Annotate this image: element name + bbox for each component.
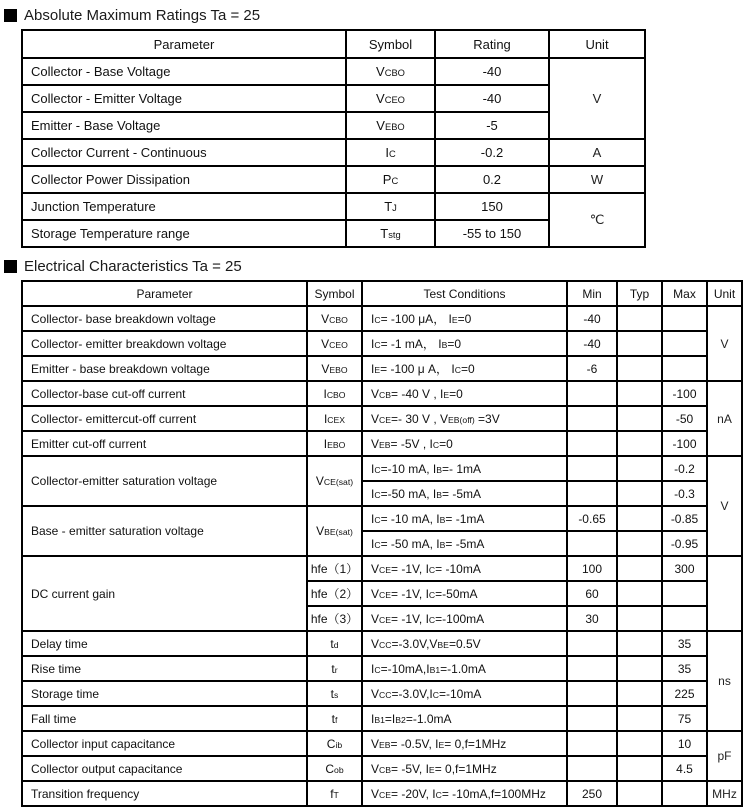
symbol-cell: VCBO bbox=[346, 58, 435, 85]
section-bullet-icon bbox=[4, 260, 17, 273]
parameter-cell: Collector-base cut-off current bbox=[22, 381, 307, 406]
column-header: Unit bbox=[707, 281, 742, 306]
max-cell: -50 bbox=[662, 406, 707, 431]
parameter-cell: Emitter - base breakdown voltage bbox=[22, 356, 307, 381]
min-cell bbox=[567, 531, 617, 556]
typ-cell bbox=[617, 731, 662, 756]
symbol-cell: td bbox=[307, 631, 362, 656]
column-header: Parameter bbox=[22, 30, 346, 58]
typ-cell bbox=[617, 306, 662, 331]
table-row bbox=[22, 731, 742, 756]
section-title-text: Absolute Maximum Ratings Ta = 25 bbox=[24, 7, 261, 24]
conditions-cell: VCE= -20V, IC= -10mA,f=100MHz bbox=[362, 781, 567, 806]
typ-cell bbox=[617, 381, 662, 406]
table-row bbox=[22, 406, 742, 431]
conditions-cell: VCB= -5V, IE= 0,f=1MHz bbox=[362, 756, 567, 781]
conditions-cell: VCE= -1V, IC= -10mA bbox=[362, 556, 567, 581]
column-header: Parameter bbox=[22, 281, 307, 306]
conditions-cell: VCC=-3.0V,IC=-10mA bbox=[362, 681, 567, 706]
parameter-cell: Junction Temperature bbox=[22, 193, 346, 220]
parameter-cell: Storage Temperature range bbox=[22, 220, 346, 247]
parameter-cell: Emitter - Base Voltage bbox=[22, 112, 346, 139]
symbol-cell: hfe（1） bbox=[307, 556, 362, 581]
unit-cell: A bbox=[549, 139, 645, 166]
typ-cell bbox=[617, 581, 662, 606]
unit-cell: W bbox=[549, 166, 645, 193]
table-row bbox=[22, 781, 742, 806]
column-header: Unit bbox=[549, 30, 645, 58]
min-cell bbox=[567, 731, 617, 756]
parameter-cell: Storage time bbox=[22, 681, 307, 706]
max-cell: -0.85 bbox=[662, 506, 707, 531]
max-cell bbox=[662, 306, 707, 331]
typ-cell bbox=[617, 706, 662, 731]
min-cell: -40 bbox=[567, 306, 617, 331]
parameter-cell: Delay time bbox=[22, 631, 307, 656]
min-cell bbox=[567, 456, 617, 481]
symbol-cell: tf bbox=[307, 706, 362, 731]
symbol-cell: hfe（2） bbox=[307, 581, 362, 606]
min-cell bbox=[567, 756, 617, 781]
symbol-cell: tr bbox=[307, 656, 362, 681]
typ-cell bbox=[617, 431, 662, 456]
symbol-cell: VCBO bbox=[307, 306, 362, 331]
parameter-cell: Collector- emitter breakdown voltage bbox=[22, 331, 307, 356]
table-row bbox=[22, 166, 645, 193]
unit-cell: V bbox=[707, 306, 742, 381]
table-row bbox=[22, 431, 742, 456]
abs-max-section-title bbox=[4, 7, 752, 24]
rating-cell: -0.2 bbox=[435, 139, 549, 166]
table-row bbox=[22, 193, 645, 220]
parameter-cell: Collector input capacitance bbox=[22, 731, 307, 756]
typ-cell bbox=[617, 406, 662, 431]
min-cell bbox=[567, 681, 617, 706]
table-row bbox=[22, 58, 645, 85]
conditions-cell: IC=-50 mA, IB= -5mA bbox=[362, 481, 567, 506]
symbol-cell: IEBO bbox=[307, 431, 362, 456]
conditions-cell: IC= -1 mA， IB=0 bbox=[362, 331, 567, 356]
typ-cell bbox=[617, 456, 662, 481]
conditions-cell: VCE= -1V, IC=-100mA bbox=[362, 606, 567, 631]
rating-cell: 0.2 bbox=[435, 166, 549, 193]
symbol-cell: fT bbox=[307, 781, 362, 806]
typ-cell bbox=[617, 631, 662, 656]
typ-cell bbox=[617, 531, 662, 556]
table-row bbox=[22, 456, 742, 481]
table-header-row bbox=[22, 30, 645, 58]
rating-cell: -40 bbox=[435, 58, 549, 85]
rating-cell: -5 bbox=[435, 112, 549, 139]
typ-cell bbox=[617, 506, 662, 531]
max-cell: 35 bbox=[662, 656, 707, 681]
conditions-cell: VEB= -0.5V, IE= 0,f=1MHz bbox=[362, 731, 567, 756]
typ-cell bbox=[617, 781, 662, 806]
max-cell bbox=[662, 356, 707, 381]
column-header: Symbol bbox=[346, 30, 435, 58]
table-row bbox=[22, 331, 742, 356]
table-row bbox=[22, 706, 742, 731]
min-cell bbox=[567, 631, 617, 656]
parameter-cell: Fall time bbox=[22, 706, 307, 731]
table-row bbox=[22, 139, 645, 166]
conditions-cell: IE= -100 μ A， IC=0 bbox=[362, 356, 567, 381]
symbol-cell: Cib bbox=[307, 731, 362, 756]
min-cell bbox=[567, 481, 617, 506]
unit-cell bbox=[707, 556, 742, 631]
symbol-cell: VEBO bbox=[346, 112, 435, 139]
max-cell: -100 bbox=[662, 381, 707, 406]
electrical-characteristics-table bbox=[21, 280, 743, 807]
max-cell: 4.5 bbox=[662, 756, 707, 781]
unit-cell: V bbox=[707, 456, 742, 556]
max-cell: 10 bbox=[662, 731, 707, 756]
max-cell bbox=[662, 581, 707, 606]
rating-cell: 150 bbox=[435, 193, 549, 220]
min-cell: 250 bbox=[567, 781, 617, 806]
typ-cell bbox=[617, 356, 662, 381]
conditions-cell: IC=-10 mA, IB=- 1mA bbox=[362, 456, 567, 481]
conditions-cell: IB1=IB2=-1.0mA bbox=[362, 706, 567, 731]
max-cell: -0.95 bbox=[662, 531, 707, 556]
table-row bbox=[22, 356, 742, 381]
symbol-cell: hfe（3） bbox=[307, 606, 362, 631]
min-cell: 30 bbox=[567, 606, 617, 631]
max-cell bbox=[662, 331, 707, 356]
parameter-cell: Emitter cut-off current bbox=[22, 431, 307, 456]
unit-cell: ℃ bbox=[549, 193, 645, 247]
min-cell: -6 bbox=[567, 356, 617, 381]
min-cell: -0.65 bbox=[567, 506, 617, 531]
typ-cell bbox=[617, 481, 662, 506]
max-cell: -0.2 bbox=[662, 456, 707, 481]
rating-cell: -40 bbox=[435, 85, 549, 112]
parameter-cell: Collector- base breakdown voltage bbox=[22, 306, 307, 331]
parameter-cell: DC current gain bbox=[22, 556, 307, 631]
section-title-text: Electrical Characteristics Ta = 25 bbox=[24, 258, 242, 275]
column-header: Min bbox=[567, 281, 617, 306]
elec-char-section-title bbox=[4, 258, 752, 275]
table-row bbox=[22, 306, 742, 331]
unit-cell: MHz bbox=[707, 781, 742, 806]
conditions-cell: IC= -100 μA， IE=0 bbox=[362, 306, 567, 331]
table-row bbox=[22, 756, 742, 781]
min-cell: 100 bbox=[567, 556, 617, 581]
conditions-cell: VCB= -40 V , IE=0 bbox=[362, 381, 567, 406]
symbol-cell: IC bbox=[346, 139, 435, 166]
table-row bbox=[22, 556, 742, 581]
parameter-cell: Base - emitter saturation voltage bbox=[22, 506, 307, 556]
conditions-cell: IC= -50 mA, IB= -5mA bbox=[362, 531, 567, 556]
max-cell: 225 bbox=[662, 681, 707, 706]
conditions-cell: VEB= -5V , IC=0 bbox=[362, 431, 567, 456]
min-cell bbox=[567, 431, 617, 456]
min-cell: 60 bbox=[567, 581, 617, 606]
unit-cell: ns bbox=[707, 631, 742, 731]
typ-cell bbox=[617, 331, 662, 356]
symbol-cell: Cob bbox=[307, 756, 362, 781]
parameter-cell: Collector output capacitance bbox=[22, 756, 307, 781]
unit-cell: V bbox=[549, 58, 645, 139]
table-header-row bbox=[22, 281, 742, 306]
parameter-cell: Rise time bbox=[22, 656, 307, 681]
max-cell: 75 bbox=[662, 706, 707, 731]
table-row bbox=[22, 656, 742, 681]
min-cell bbox=[567, 406, 617, 431]
conditions-cell: VCE=- 30 V , VEB(off) =3V bbox=[362, 406, 567, 431]
conditions-cell: VCC=-3.0V,VBE=0.5V bbox=[362, 631, 567, 656]
typ-cell bbox=[617, 756, 662, 781]
table-row bbox=[22, 631, 742, 656]
unit-cell: pF bbox=[707, 731, 742, 781]
parameter-cell: Collector-emitter saturation voltage bbox=[22, 456, 307, 506]
section-bullet-icon bbox=[4, 9, 17, 22]
absolute-maximum-ratings-table bbox=[21, 29, 646, 248]
table-row bbox=[22, 681, 742, 706]
min-cell bbox=[567, 381, 617, 406]
unit-cell: nA bbox=[707, 381, 742, 456]
conditions-cell: IC=-10mA,IB1=-1.0mA bbox=[362, 656, 567, 681]
parameter-cell: Collector - Base Voltage bbox=[22, 58, 346, 85]
min-cell bbox=[567, 706, 617, 731]
table-row bbox=[22, 506, 742, 531]
typ-cell bbox=[617, 681, 662, 706]
conditions-cell: IC= -10 mA, IB= -1mA bbox=[362, 506, 567, 531]
symbol-cell: ICBO bbox=[307, 381, 362, 406]
typ-cell bbox=[617, 556, 662, 581]
table-row bbox=[22, 381, 742, 406]
min-cell bbox=[567, 656, 617, 681]
column-header: Typ bbox=[617, 281, 662, 306]
typ-cell bbox=[617, 606, 662, 631]
symbol-cell: VCE(sat) bbox=[307, 456, 362, 506]
column-header: Symbol bbox=[307, 281, 362, 306]
symbol-cell: VCEO bbox=[346, 85, 435, 112]
parameter-cell: Collector - Emitter Voltage bbox=[22, 85, 346, 112]
column-header: Test Conditions bbox=[362, 281, 567, 306]
max-cell bbox=[662, 781, 707, 806]
symbol-cell: VEBO bbox=[307, 356, 362, 381]
parameter-cell: Transition frequency bbox=[22, 781, 307, 806]
symbol-cell: VCEO bbox=[307, 331, 362, 356]
min-cell: -40 bbox=[567, 331, 617, 356]
parameter-cell: Collector- emittercut-off current bbox=[22, 406, 307, 431]
parameter-cell: Collector Power Dissipation bbox=[22, 166, 346, 193]
max-cell: 35 bbox=[662, 631, 707, 656]
typ-cell bbox=[617, 656, 662, 681]
symbol-cell: ICEX bbox=[307, 406, 362, 431]
parameter-cell: Collector Current - Continuous bbox=[22, 139, 346, 166]
conditions-cell: VCE= -1V, IC=-50mA bbox=[362, 581, 567, 606]
max-cell: -0.3 bbox=[662, 481, 707, 506]
column-header: Max bbox=[662, 281, 707, 306]
symbol-cell: TJ bbox=[346, 193, 435, 220]
column-header: Rating bbox=[435, 30, 549, 58]
max-cell: 300 bbox=[662, 556, 707, 581]
symbol-cell: Tstg bbox=[346, 220, 435, 247]
symbol-cell: VBE(sat) bbox=[307, 506, 362, 556]
max-cell: -100 bbox=[662, 431, 707, 456]
symbol-cell: PC bbox=[346, 166, 435, 193]
rating-cell: -55 to 150 bbox=[435, 220, 549, 247]
max-cell bbox=[662, 606, 707, 631]
symbol-cell: ts bbox=[307, 681, 362, 706]
